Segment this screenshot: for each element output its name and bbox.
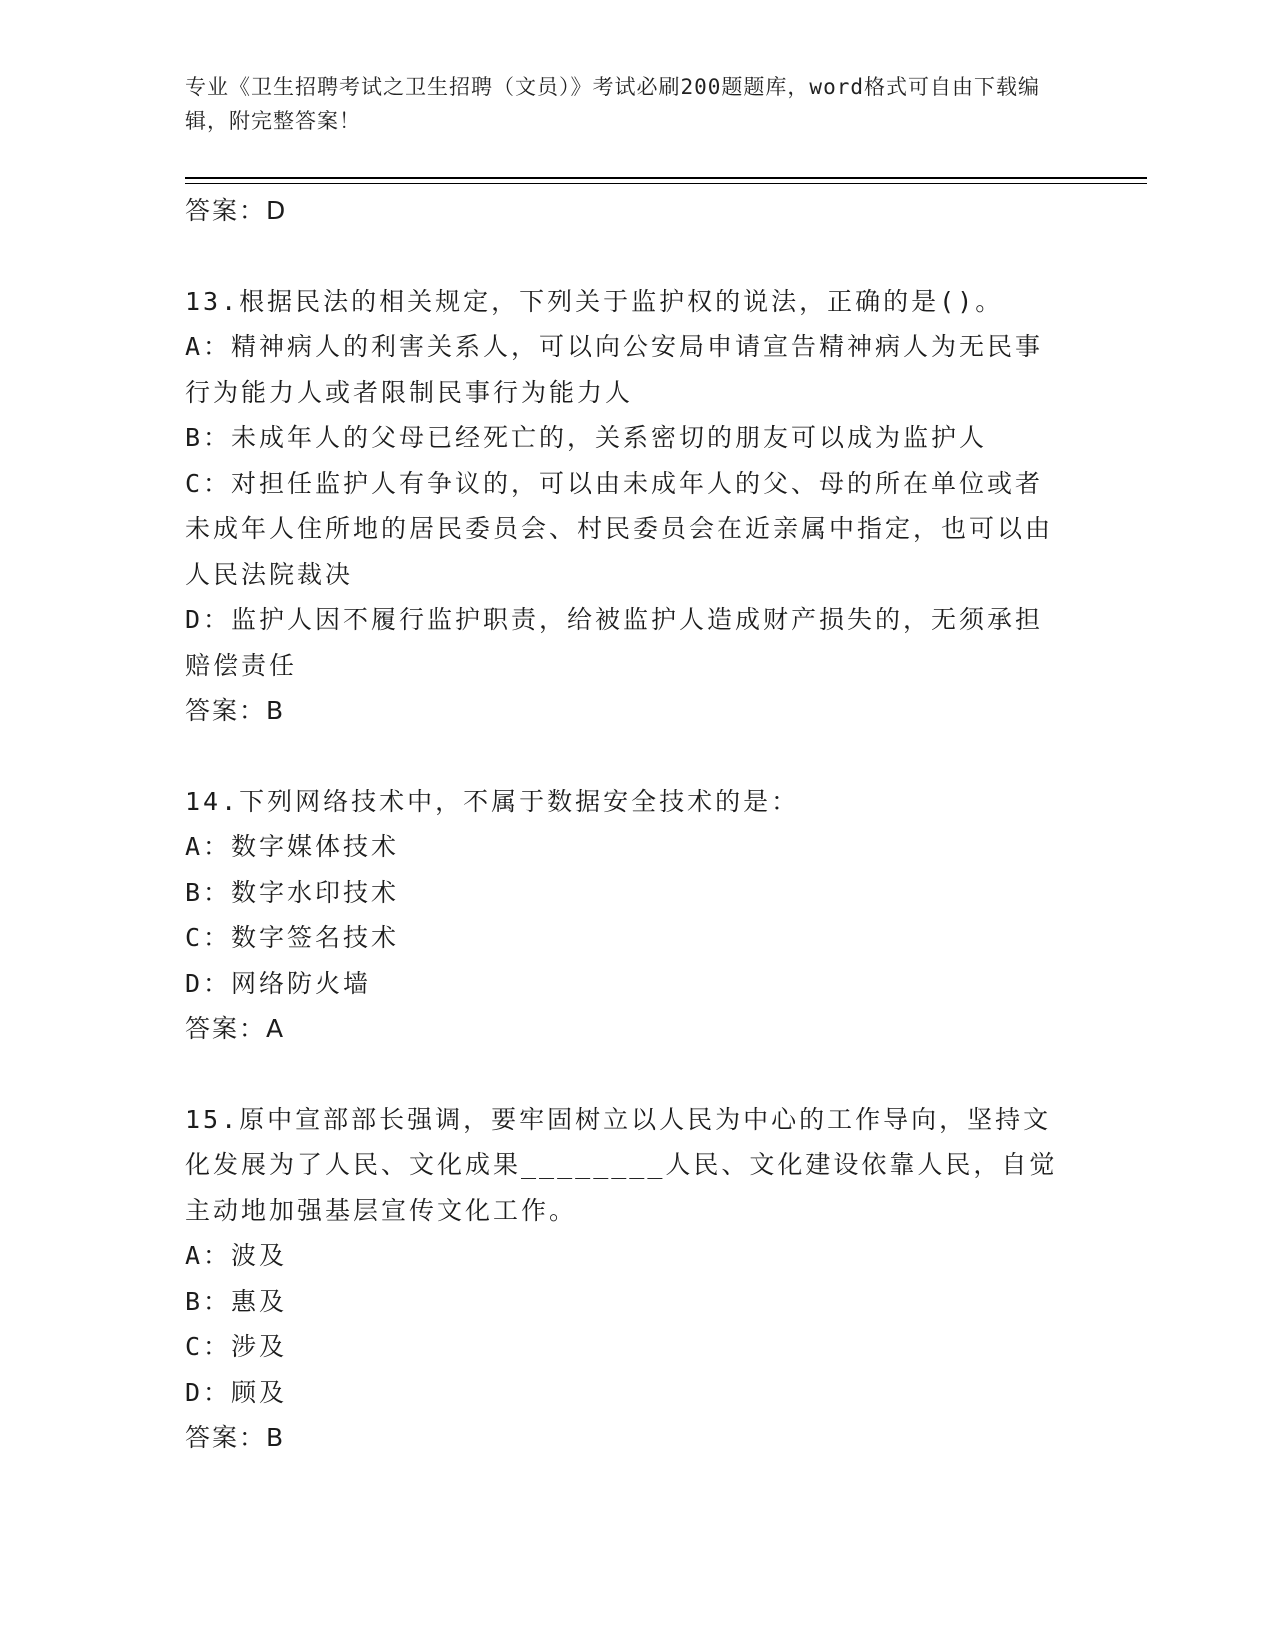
answer-line: 答案：B [185, 696, 286, 725]
option-a: A：波及 [185, 1241, 288, 1270]
question-list [185, 188, 1065, 1461]
spacer [185, 734, 1065, 779]
option-a: A：精神病人的利害关系人，可以向公安局申请宣告精神病人为无民事行为能力人或者限制民事行为能力人 [185, 332, 1044, 407]
question-stem: 15.原中宣部部长强调，要牢固树立以人民为中心的工作导向，坚持文化发展为了人民、文化成果________人民、文化建设依靠人民，自觉主动地加强基层宣传文化工作。 [185, 1104, 1058, 1225]
answer-line: 答案：D [185, 196, 288, 225]
option-d: D：监护人因不履行监护职责，给被监护人造成财产损失的，无须承担赔偿责任 [185, 605, 1044, 680]
option-c: C：对担任监护人有争议的，可以由未成年人的父、母的所在单位或者未成年人住所地的居民委员会、村民委员会在近亲属中指定，也可以由人民法院裁决 [185, 468, 1054, 589]
option-c: C：涉及 [185, 1332, 288, 1361]
header-divider-thick [185, 177, 1147, 179]
option-b: B：惠及 [185, 1286, 288, 1316]
spacer [185, 1052, 1065, 1097]
option-d: D：顾及 [185, 1377, 288, 1407]
question-stem: 13.根据民法的相关规定，下列关于监护权的说法，正确的是()。 [185, 286, 1004, 316]
document-header: 专业《卫生招聘考试之卫生招聘（文员）》考试必刷200题题库，word格式可自由下载编辑，附完整答案！ [185, 75, 1040, 133]
option-b: B：未成年人的父母已经死亡的，关系密切的朋友可以成为监护人 [185, 423, 988, 452]
option-d: D：网络防火墙 [185, 968, 372, 998]
spacer [185, 234, 1065, 279]
answer-line: 答案：A [185, 1014, 286, 1043]
option-c: C：数字签名技术 [185, 923, 400, 952]
header-divider-thin [185, 183, 1147, 184]
answer-line: 答案：B [185, 1423, 286, 1452]
question-stem: 14.下列网络技术中，不属于数据安全技术的是： [185, 786, 800, 816]
option-b: B：数字水印技术 [185, 877, 400, 907]
option-a: A：数字媒体技术 [185, 832, 400, 861]
